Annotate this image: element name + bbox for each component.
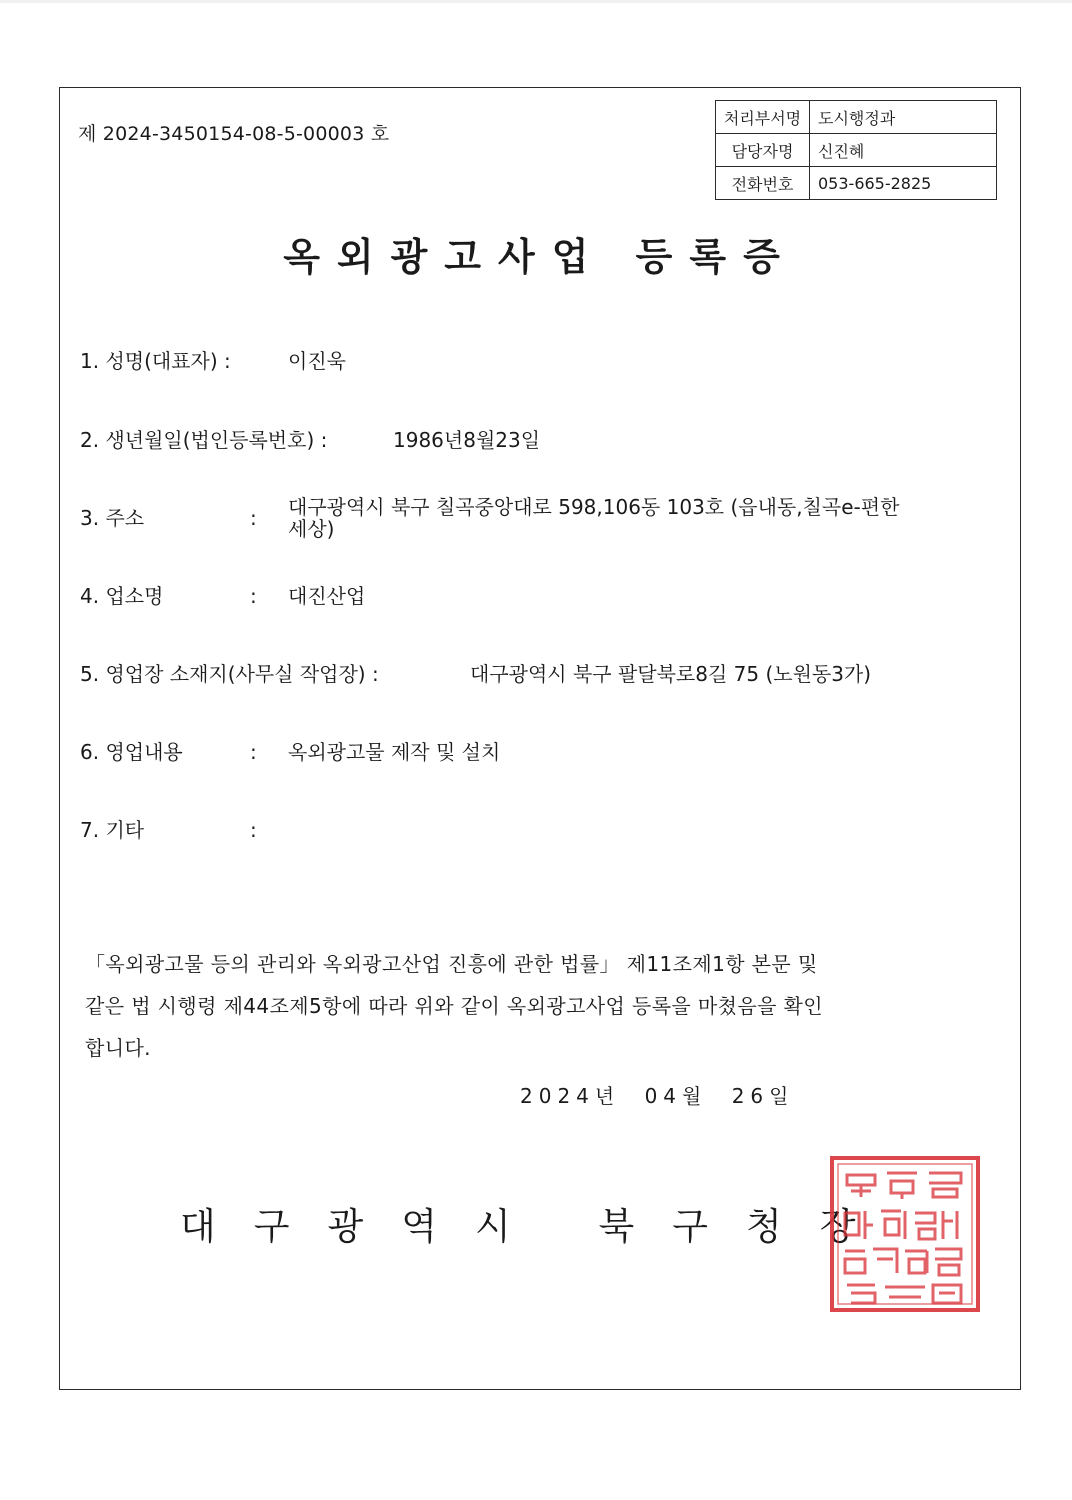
dept-value: 도시행정과 (810, 101, 997, 134)
document-number: 제 2024-3450154-08-5-00003 호 (78, 123, 390, 145)
table-row (716, 167, 997, 200)
phone-label: 전화번호 (716, 167, 810, 200)
business-name-colon: : (250, 584, 257, 608)
address-label: 3. 주소 (80, 506, 145, 530)
other-label: 7. 기타 (80, 818, 145, 842)
document-title: 옥외광고사업 등록증 (283, 235, 797, 279)
business-name-value: 대진산업 (288, 584, 366, 608)
name-value: 이진욱 (288, 349, 346, 373)
name-label: 1. 성명(대표자) : (80, 349, 231, 373)
issuer-name: 대구광역시 북구청장 (180, 1205, 894, 1248)
business-content-value: 옥외광고물 제작 및 설치 (288, 740, 501, 764)
official-seal-stamp (829, 1155, 981, 1313)
officer-label: 담당자명 (716, 134, 810, 167)
statement-line: 「옥외광고물 등의 관리와 옥외광고산업 진흥에 관한 법률」 제11조제1항 본문 및 (85, 952, 818, 976)
address-line-2: 세상) (288, 517, 335, 541)
table-row (716, 134, 997, 167)
phone-value: 053-665-2825 (810, 167, 997, 200)
business-name-label: 4. 업소명 (80, 584, 164, 608)
statement-line: 합니다. (85, 1036, 151, 1060)
other-colon: : (250, 818, 257, 842)
statement-line: 같은 법 시행령 제44조제5항에 따라 위와 같이 옥외광고사업 등록을 마쳤음을 확인 (85, 994, 823, 1018)
dept-label: 처리부서명 (716, 101, 810, 134)
address-value (288, 496, 899, 540)
birth-value: 1986년8월23일 (393, 428, 541, 452)
address-colon: : (250, 506, 257, 530)
business-content-label: 6. 영업내용 (80, 740, 183, 764)
table-row (716, 101, 997, 134)
contact-info-table (715, 100, 997, 200)
business-content-colon: : (250, 740, 257, 764)
issue-date: 2024년 04월 26일 (520, 1084, 795, 1108)
birth-label: 2. 생년월일(법인등록번호) : (80, 428, 328, 452)
address-line-1: 대구광역시 북구 칠곡중앙대로 598,106동 103호 (읍내동,칠곡e-편한 (288, 495, 900, 519)
sheet-edge (0, 0, 1072, 3)
certification-statement (85, 943, 965, 1069)
officer-value: 신진혜 (810, 134, 997, 167)
location-label: 5. 영업장 소재지(사무실 작업장) : (80, 662, 379, 686)
location-value: 대구광역시 북구 팔달북로8길 75 (노원동3가) (470, 662, 872, 686)
